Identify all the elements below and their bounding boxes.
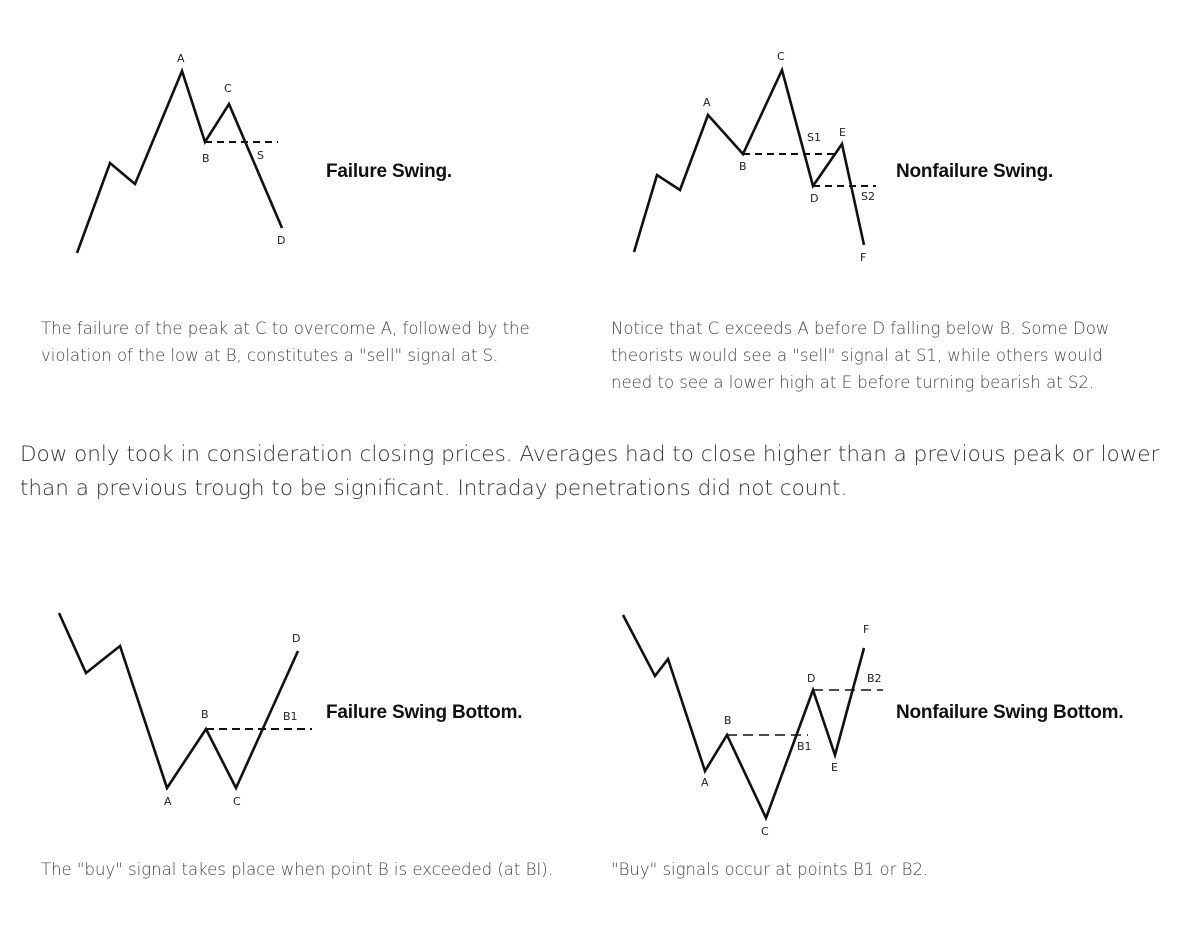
nonfailure-swing-bottom-label-d: D — [807, 672, 816, 685]
nonfailure-swing-bottom-caption: "Buy" signals occur at points B1 or B2. — [611, 860, 929, 879]
nonfailure-swing-bottom-diagram — [623, 615, 883, 838]
nonfailure-swing-label-s1: S1 — [807, 131, 821, 144]
nonfailure-swing-bottom-label-a: A — [701, 776, 709, 789]
nonfailure-swing-bottom-price-line — [623, 615, 864, 818]
failure-swing-caption: The failure of the peak at C to overcome A, followed by the violation of the low at B, constitutes a "sell" signal at S. — [41, 319, 530, 365]
nonfailure-swing-caption: Notice that C exceeds A before D falling below B. Some Dow theorists would see a "sell" signal at S1, while others would need to see a lower high at E before turning bearish at S2. — [611, 319, 1110, 392]
failure-swing-label-d: D — [277, 234, 286, 247]
nonfailure-swing-title: Nonfailure Swing. — [896, 161, 1054, 182]
failure-swing-label-c: C — [224, 82, 232, 95]
nonfailure-swing-bottom-label-b2: B2 — [867, 672, 882, 685]
failure-swing-label-a: A — [177, 52, 185, 65]
nonfailure-swing-label-s2: S2 — [861, 190, 875, 203]
failure-swing-label-s: S — [257, 149, 264, 162]
failure-swing-bottom-diagram — [59, 613, 312, 808]
nonfailure-swing-label-e: E — [839, 126, 846, 139]
nonfailure-swing-label-b: B — [739, 160, 747, 173]
nonfailure-swing-label-a: A — [703, 96, 711, 109]
failure-swing-bottom-label-d: D — [292, 632, 301, 645]
nonfailure-swing-diagram — [634, 50, 876, 264]
failure-swing-bottom-label-b1: B1 — [283, 710, 298, 723]
nonfailure-swing-label-c: C — [777, 50, 785, 63]
nonfailure-swing-bottom-label-e: E — [831, 761, 838, 774]
failure-swing-diagram — [77, 52, 285, 253]
nonfailure-swing-bottom-label-b1: B1 — [797, 740, 812, 753]
nonfailure-swing-bottom-label-c: C — [761, 825, 769, 838]
nonfailure-swing-bottom-label-b: B — [724, 714, 732, 727]
nonfailure-swing-price-line — [634, 70, 864, 252]
failure-swing-bottom-label-b: B — [201, 708, 209, 721]
failure-swing-bottom-caption: The "buy" signal takes place when point B is exceeded (at BI). — [41, 860, 553, 879]
failure-swing-label-b: B — [202, 152, 210, 165]
nonfailure-swing-bottom-label-f: F — [863, 623, 870, 636]
failure-swing-bottom-title: Failure Swing Bottom. — [326, 702, 523, 723]
failure-swing-bottom-price-line — [59, 613, 301, 788]
failure-swing-price-line — [77, 71, 282, 253]
failure-swing-title: Failure Swing. — [326, 161, 452, 182]
failure-swing-bottom-label-c: C — [233, 795, 241, 808]
nonfailure-swing-label-f: F — [860, 251, 867, 264]
closing-prices-paragraph: Dow only took in consideration closing prices. Averages had to close higher than a previous peak or lower than a previous trough to be significant. Intraday penetrations did not count. — [20, 442, 1160, 501]
failure-swing-bottom-label-a: A — [164, 795, 172, 808]
nonfailure-swing-bottom-title: Nonfailure Swing Bottom. — [896, 702, 1124, 723]
nonfailure-swing-label-d: D — [810, 192, 819, 205]
